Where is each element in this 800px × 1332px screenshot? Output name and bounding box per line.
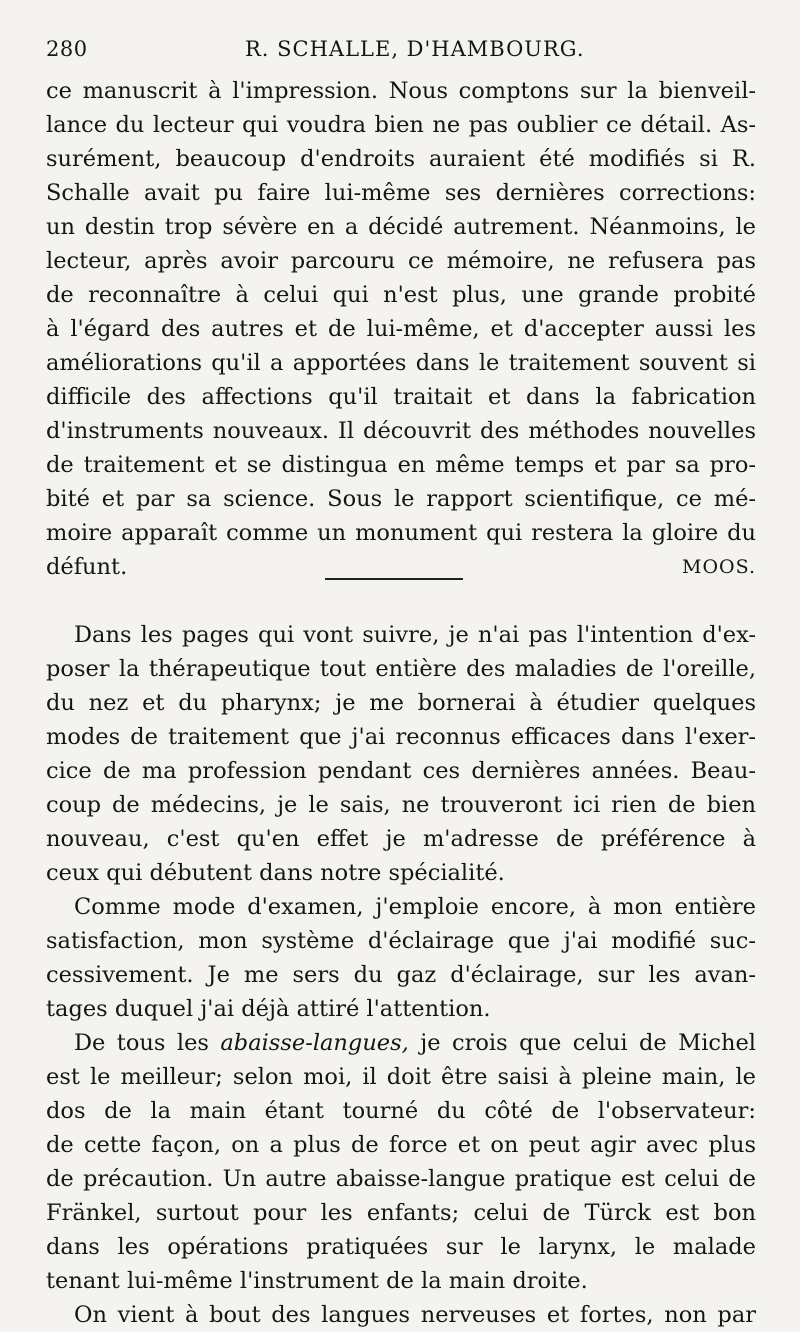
italic-term: abaisse-langues, — [220, 1030, 409, 1056]
text-line: de précaution. Un autre abaisse-langue pratique est celui de — [46, 1166, 756, 1192]
text-line: satisfaction, mon système d'éclairage que j'ai modifié suc- — [46, 928, 756, 954]
text-line: ceux qui débutent dans notre spécialité. — [46, 860, 505, 886]
text-line: modes de traitement que j'ai reconnus efficaces dans l'exer- — [46, 724, 756, 750]
text-line: améliorations qu'il a apportées dans le traitement souvent si — [46, 350, 756, 376]
text-run: De tous les — [74, 1030, 221, 1056]
text-line: de reconnaître à celui qui n'est plus, une grande probité — [46, 282, 756, 308]
text-line: poser la thérapeutique tout entière des maladies de l'oreille, — [46, 656, 756, 682]
text-line: cessivement. Je me sers du gaz d'éclairage, sur les avan- — [46, 962, 756, 988]
text-line: Comme mode d'examen, j'emploie encore, à mon entière — [74, 894, 756, 920]
text-line: est le meilleur; selon moi, il doit être saisi à pleine main, le — [46, 1064, 756, 1090]
text-line: Fränkel, surtout pour les enfants; celui de Türck est bon — [46, 1200, 756, 1226]
text-line: de cette façon, on a plus de force et on peut agir avec plus — [46, 1132, 756, 1158]
text-line: tages duquel j'ai déjà attiré l'attention. — [46, 996, 491, 1022]
text-line — [46, 1026, 756, 1060]
text-line: d'instruments nouveaux. Il découvrit des méthodes nouvelles — [46, 418, 756, 444]
text-line: difficile des affections qu'il traitait et dans la fabrication — [46, 384, 756, 410]
text-line: moire apparaît comme un monument qui restera la gloire du — [46, 520, 756, 546]
signature: MOOS. — [682, 556, 756, 578]
text-line: lecteur, après avoir parcouru ce mémoire, ne refusera pas — [46, 248, 756, 274]
text-line: nouveau, c'est qu'en effet je m'adresse de préférence à — [46, 826, 756, 852]
body-text — [46, 618, 756, 1332]
text-line: du nez et du pharynx; je me bornerai à étudier quelques — [46, 690, 756, 716]
preface-text — [46, 74, 756, 584]
running-title: R. SCHALLE, D'HAMBOURG. — [245, 37, 585, 61]
text-line: lance du lecteur qui voudra bien ne pas oublier ce détail. As- — [46, 112, 756, 138]
page-header — [46, 33, 762, 67]
text-line: bité et par sa science. Sous le rapport scientifique, ce mé- — [46, 486, 756, 512]
text-line: ce manuscrit à l'impression. Nous comptons sur la bienveil- — [46, 78, 756, 104]
text-line: tenant lui-même l'instrument de la main droite. — [46, 1268, 588, 1294]
text-line: dans les opérations pratiquées sur le larynx, le malade — [46, 1234, 756, 1260]
text-line: à l'égard des autres et de lui-même, et d'accepter aussi les — [46, 316, 756, 342]
page-number: 280 — [46, 37, 88, 61]
text-line: coup de médecins, je le sais, ne trouveront ici rien de bien — [46, 792, 756, 818]
text-line: surément, beaucoup d'endroits auraient été modifiés si R. — [46, 146, 756, 172]
section-separator — [325, 578, 463, 580]
text-line: de traitement et se distingua en même temps et par sa pro- — [46, 452, 756, 478]
text-line: Schalle avait pu faire lui-même ses dernières corrections: — [46, 180, 756, 206]
text-line: cice de ma profession pendant ces dernières années. Beau- — [46, 758, 756, 784]
text-line: un destin trop sévère en a décidé autrement. Néanmoins, le — [46, 214, 756, 240]
text-line: Dans les pages qui vont suivre, je n'ai pas l'intention d'ex- — [74, 622, 756, 648]
text-run: je crois que celui de Michel — [408, 1030, 756, 1056]
last-word: défunt. — [46, 554, 128, 580]
text-line: On vient à bout des langues nerveuses et fortes, non par — [74, 1302, 756, 1328]
text-line: dos de la main étant tourné du côté de l'observateur: — [46, 1098, 756, 1124]
